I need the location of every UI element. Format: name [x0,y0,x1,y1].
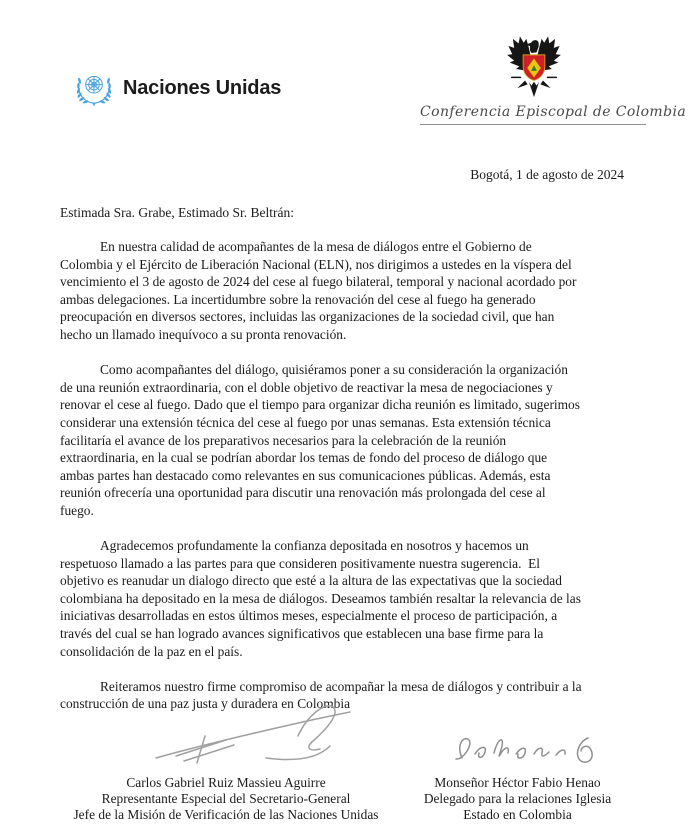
paragraph-1 [60,238,644,344]
signer-left-name: Carlos Gabriel Ruiz Massieu Aguirre [126,775,326,790]
signature-right-handwriting-icon [448,730,603,770]
paragraph-3 [60,537,644,660]
text-line: respetuoso llamado a las partes para que consideren positivamente nuestra sugerencia. El [60,555,541,571]
text-line: Como acompañantes del diálogo, quisiéramos poner a su consideración la organización [100,362,568,378]
text-line: fuego. [60,502,94,518]
text-line: vencimiento el 3 de agosto de 2024 del cese al fuego bilateral, temporal y nacional acordado por [60,274,577,290]
text-line: ambas partes han destacado como relevantes en sus comunicaciones públicas. Además, esta [60,467,551,483]
cec-crest-icon [502,34,566,102]
text-line: ambas delegaciones. La incertidumbre sobre la renovación del cese al fuego ha generado [60,291,536,307]
signer-left-title-2: Jefe de la Misión de Verificación de las Naciones Unidas [73,807,379,823]
cec-divider [420,124,646,125]
signer-left-block [31,775,421,824]
paragraph-2 [60,361,644,519]
text-line: construcción de una paz justa y duradera en Colombia [60,696,351,712]
text-line: objetivo es reanudar un dialogo directo que esté a la altura de las expectativas que la sociedad [60,573,562,589]
text-line: reunión ofrecería una oportunidad para discutir una renovación más prolongada del cese al [60,485,546,501]
un-emblem-icon [74,68,114,108]
un-logo [74,68,281,108]
salutation: Estimada Sra. Grabe, Estimado Sr. Beltrán: [60,205,294,220]
signature-left-handwriting-icon [150,700,365,772]
signer-right-title-2: Estado en Colombia [463,807,572,823]
text-line: Colombia y el Ejército de Liberación Nacional (ELN), nos dirigimos a ustedes en la víspera del [60,256,572,272]
text-line: través del cual se han logrado avances significativos que establecen una base firme para la [60,626,544,642]
text-line: preocupación en diversos sectores, incluidas las organizaciones de la sociedad civil, que han [60,309,555,325]
text-line: Agradecemos profundamente la confianza depositada en nosotros y hacemos un [100,538,529,554]
signer-right-title-1: Delegado para la relaciones Iglesia [423,791,612,807]
text-line: de una reunión extraordinaria, con el doble objetivo de reactivar la mesa de negociaciones y [60,379,553,395]
text-line: extraordinaria, en la cual se podrían abordar los temas de fondo del proceso de diálogo que [60,450,548,466]
signer-right-name: Monseñor Héctor Fabio Henao [434,775,601,790]
cec-logo [420,34,687,125]
text-line: renovar el cese al fuego. Dado que el tiempo para organizar dicha reunión es limitado, sugerimos [60,397,580,413]
un-logo-text: Naciones Unidas [123,76,282,99]
text-line: En nuestra calidad de acompañantes de la mesa de diálogos entre el Gobierno de [100,239,532,254]
signer-left-title-1: Representante Especial del Secretario-General [101,791,351,807]
signer-right-block [395,775,640,824]
text-line: consolidación de la paz en el país. [60,643,243,659]
text-line: iniciativas desarrolladas en estos últimos meses, especialmente el proceso de participación, a [60,608,558,624]
text-line: Reiteramos nuestro firme compromiso de acompañar la mesa de diálogos y contribuir a la [100,678,582,694]
text-line: hecho un llamado inequívoco a su pronta renovación. [60,326,347,342]
letter-date: Bogotá, 1 de agosto de 2024 [470,167,624,182]
text-line: colombiana ha depositado en la mesa de diálogos. Deseamos también resaltar la relevancia de las [60,590,581,606]
cec-logo-text: Conferencia Episcopal de Colombia [420,104,687,120]
text-line: facilitaría el avance de los preparativos necesarios para la celebración de la reunión [60,432,507,448]
letter-body [60,238,644,731]
text-line: considerar una extensión técnica del cese al fuego por unas semanas. Esta extensión técnica [60,414,551,430]
